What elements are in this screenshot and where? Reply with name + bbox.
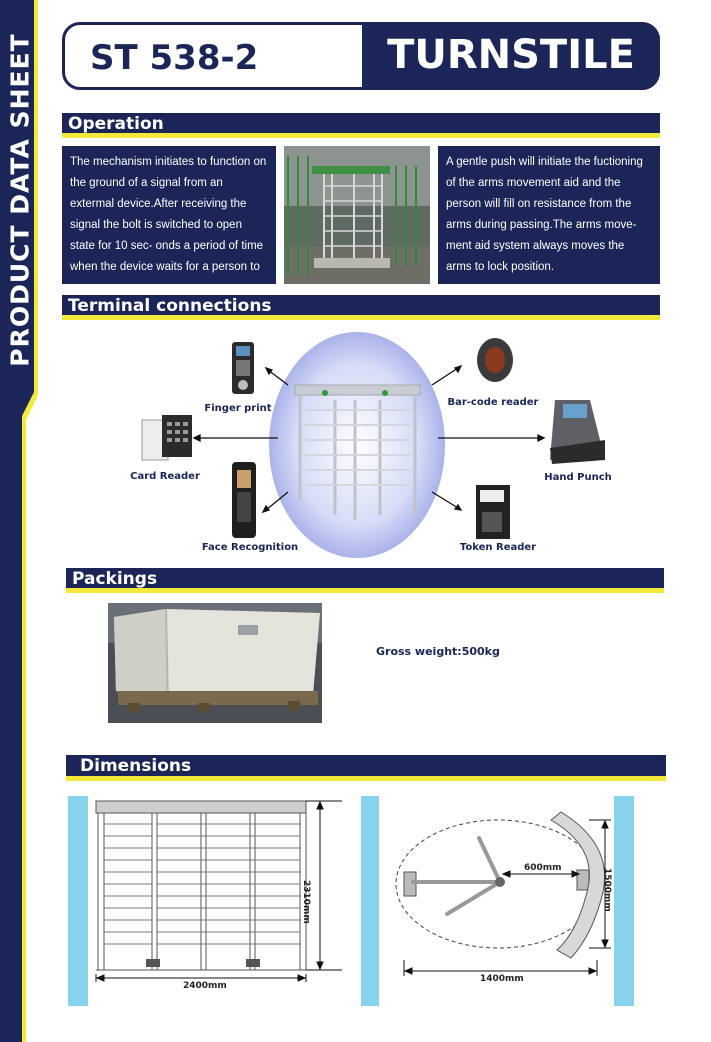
finger-print-icon [232,342,254,394]
operation-left-text: The mechanism initiates to function on the ground of a signal from an extermal device.After receiving the signal the bolt is switched to open state for 10 sec- onds a period of time when the device waits for a person to pass. [62,146,276,284]
product-title: TURNSTILE [387,32,635,78]
dimensions-heading-bar [66,755,666,781]
barcode-reader-label: Bar-code reader [447,397,539,408]
depth-dimension: 1500mm [602,868,612,912]
width-dimension: 2400mm [183,981,227,991]
terminal-heading-bar [62,295,660,320]
terminal-heading: Terminal connections [68,296,272,316]
packing-crate-photo [108,603,322,723]
side-label: PRODUCT DATA SHEET [5,33,35,367]
terminal-diagram [120,330,620,565]
arm-length-dimension: 600mm [524,863,562,873]
card-reader-icon [142,415,192,460]
hand-punch-label: Hand Punch [544,472,612,483]
operation-heading: Operation [68,114,164,134]
barcode-reader-icon [477,338,513,382]
token-reader-label: Token Reader [459,542,537,553]
packings-heading-bar [66,568,664,593]
face-recognition-label: Face Recognition [201,542,299,553]
gross-weight: Gross weight:500kg [376,645,500,658]
hand-punch-icon [550,400,605,464]
face-recognition-icon [232,462,256,538]
height-dimension: 2310mm [301,880,311,924]
packings-heading: Packings [72,569,158,589]
dimensions-heading: Dimensions [80,756,192,776]
model-number: ST 538-2 [90,38,259,78]
card-reader-label: Card Reader [130,471,200,482]
span-dimension: 1400mm [480,974,524,984]
finger-print-label: Finger print [204,403,272,414]
operation-right-text: A gentle push will initiate the fuctioning of the arms movement aid and the person will fill on resistance from the arms during passing.The arms move- ment aid system always moves the arms to lock position. [438,146,660,284]
operation-photo [284,146,430,284]
operation-heading-bar [62,113,660,138]
token-reader-icon [476,485,510,539]
